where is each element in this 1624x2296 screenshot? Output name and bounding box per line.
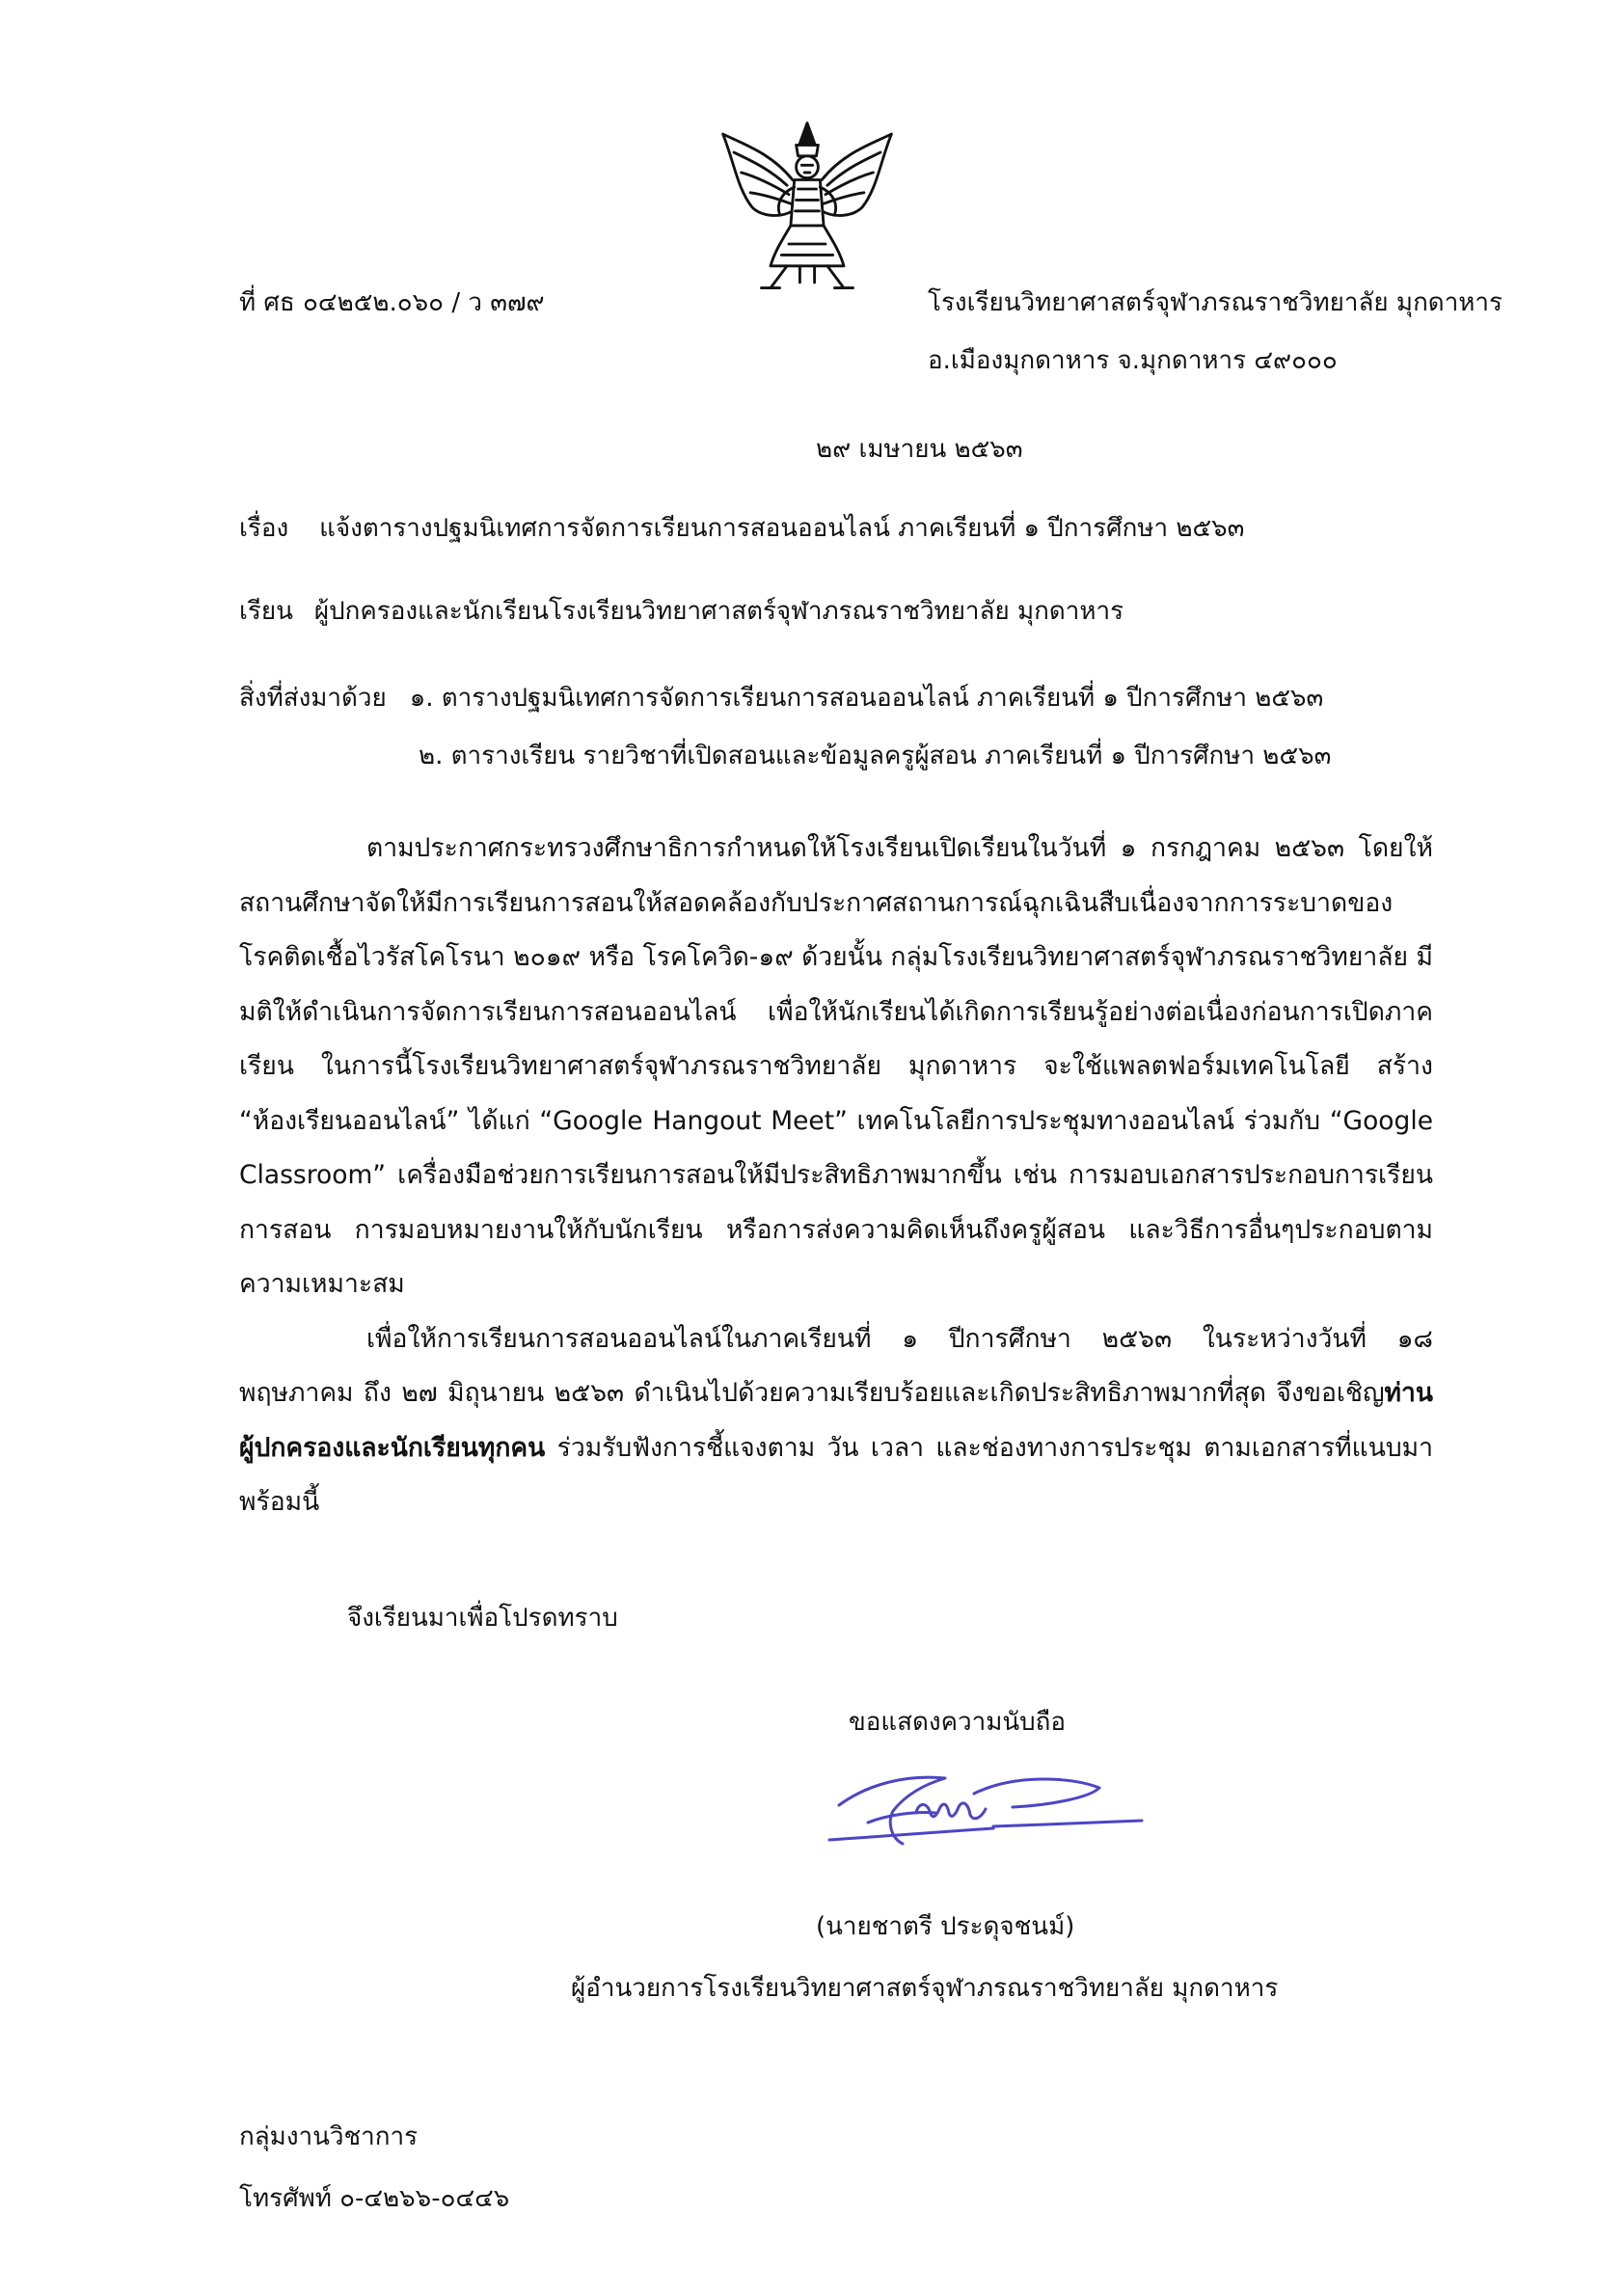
handwritten-signature-icon xyxy=(810,1755,1157,1861)
school-address: อ.เมืองมุกดาหาร จ.มุกดาหาร ๔๙๐๐๐ xyxy=(928,346,1338,375)
school-name: โรงเรียนวิทยาศาสตร์จุฬาภรณราชวิทยาลัย มุกดาหาร xyxy=(928,288,1502,317)
letter-date: ๒๙ เมษายน ๒๕๖๓ xyxy=(816,435,1023,464)
signer-name: (นายชาตรี ประดุจชนม์) xyxy=(816,1912,1075,1941)
recipient-line xyxy=(239,594,1123,629)
body-paragraph-1: ตามประกาศกระทรวงศึกษาธิการกำหนดให้โรงเรียนเปิดเรียนในวันที่ ๑ กรกฎาคม ๒๕๖๓ โดยให้สถานศึกษาจัดให้มีการเรียนการสอนให้สอดคล้องกับประกาศสถานการณ์ฉุกเฉินสืบเนื่องจากการระบาดของโรคติดเชื้อไวรัสโคโรนา ๒๐๑๙ หรือ โรคโควิด-๑๙ ด้วยนั้น กลุ่มโรงเรียนวิทยาศาสตร์จุฬาภรณราชวิทยาลัย มีมติให้ดำเนินการจัดการเรียนการสอนออนไลน์ เพื่อให้นักเรียนได้เกิดการเรียนรู้อย่างต่อเนื่องก่อนการเปิดภาคเรียน ในการนี้โรงเรียนวิทยาศาสตร์จุฬาภรณราชวิทยาลัย มุกดาหาร จะใช้แพลตฟอร์มเทคโนโลยี สร้าง “ห้องเรียนออนไลน์” ได้แก่ “Google Hangout Meet” เทคโนโลยีการประชุมทางออนไลน์ ร่วมกับ “Google Classroom” เครื่องมือช่วยการเรียนการสอนให้มีประสิทธิภาพมากขึ้น เช่น การมอบเอกสารประกอบการเรียนการสอน การมอบหมายงานให้กับนักเรียน หรือการส่งความคิดเห็นถึงครูผู้สอน และวิธีการอื่นๆประกอบตามความเหมาะสม xyxy=(239,833,1433,1299)
subject-text: แจ้งตารางปฐมนิเทศการจัดการเรียนการสอนออนไลน์ ภาคเรียนที่ ๑ ปีการศึกษา ๒๕๖๓ xyxy=(319,514,1245,543)
phone-number: โทรศัพท์ ๐-๔๒๖๖-๐๔๔๖ xyxy=(239,2184,510,2213)
recipient-label: เรียน xyxy=(239,597,293,626)
subject-line xyxy=(239,511,1244,546)
enclosures-label: สิ่งที่ส่งมาด้วย xyxy=(239,684,387,713)
salutation: ขอแสดงความนับถือ xyxy=(849,1708,1066,1737)
signer-position: ผู้อำนวยการโรงเรียนวิทยาศาสตร์จุฬาภรณราชวิทยาลัย มุกดาหาร xyxy=(571,1974,1279,2003)
body-paragraph-2 xyxy=(239,1312,1433,1530)
enclosure-item-2: ๒. ตารางเรียน รายวิชาที่เปิดสอนและข้อมูลครูผู้สอน ภาคเรียนที่ ๑ ปีการศึกษา ๒๕๖๓ xyxy=(419,742,1332,770)
subject-label: เรื่อง xyxy=(239,514,289,543)
closing-line: จึงเรียนมาเพื่อโปรดทราบ xyxy=(347,1604,618,1633)
enclosures-line xyxy=(239,681,1323,716)
reference-number: ที่ ศธ ๐๔๒๕๒.๐๖๐ / ว ๓๗๙ xyxy=(239,288,545,317)
paragraph-2-bold-text: ท่านผู้ปกครองและนักเรียนทุกคน xyxy=(239,1378,1433,1463)
garuda-emblem-icon xyxy=(716,116,899,299)
paragraph-2-text-start: เพื่อให้การเรียนการสอนออนไลน์ในภาคเรียนที่ ๑ ปีการศึกษา ๒๕๖๓ ในระหว่างวันที่ ๑๘ พฤษภาคม ถึง ๒๗ มิถุนายน ๒๕๖๓ ดำเนินไปด้วยความเรียบร้อยและเกิดประสิทธิภาพมากที่สุด จึงขอเชิญ xyxy=(239,1323,1433,1408)
recipient-text: ผู้ปกครองและนักเรียนโรงเรียนวิทยาศาสตร์จุฬาภรณราชวิทยาลัย มุกดาหาร xyxy=(313,597,1124,626)
paragraph-2-text-end: ร่วมรับฟังการชี้แจงตาม วัน เวลา และช่องทางการประชุม ตามเอกสารที่แนบมาพร้อมนี้ xyxy=(239,1432,1433,1517)
department: กลุ่มงานวิชาการ xyxy=(239,2122,419,2151)
enclosure-item-1: ๑. ตารางปฐมนิเทศการจัดการเรียนการสอนออนไลน์ ภาคเรียนที่ ๑ ปีการศึกษา ๒๕๖๓ xyxy=(409,684,1324,713)
letter-body xyxy=(239,822,1433,1530)
